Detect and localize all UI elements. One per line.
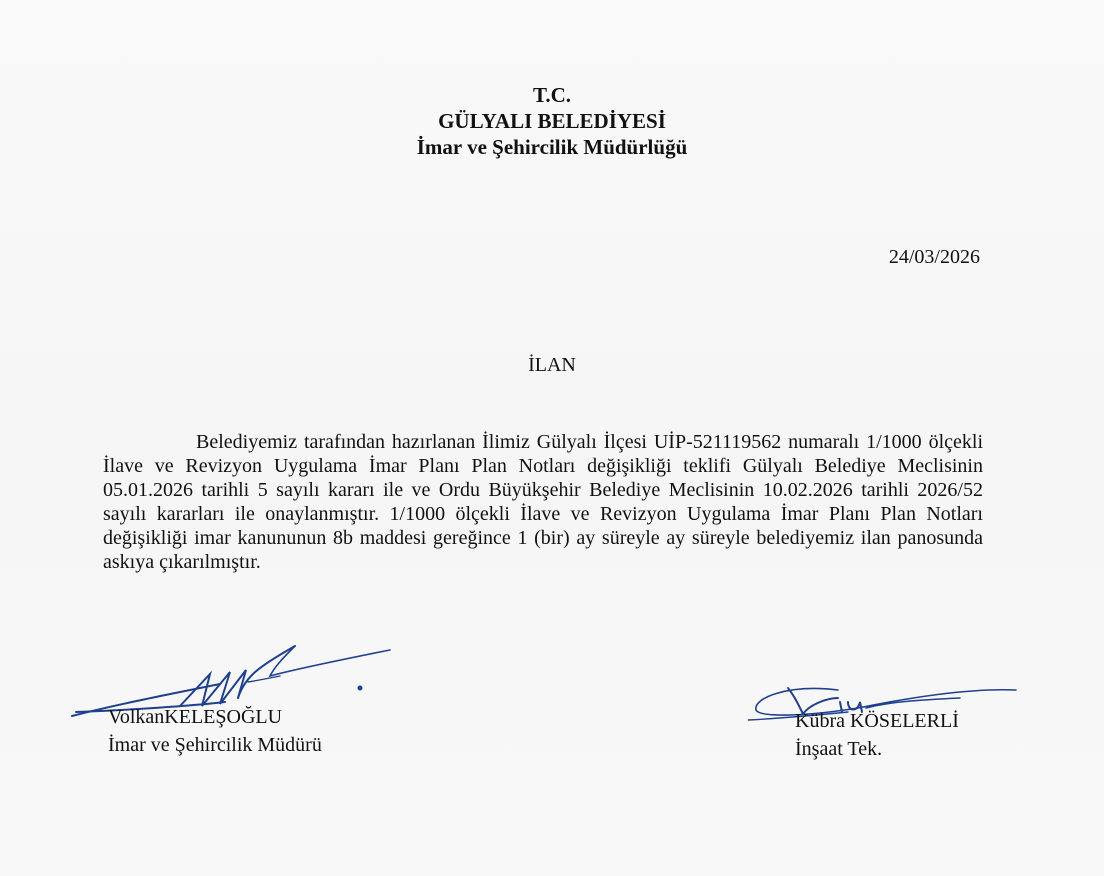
letterhead [0,82,1104,160]
signatory-right [795,707,959,763]
signatory-left-name: VolkanKELEŞOĞLU [108,706,283,728]
letterhead-tc: T.C. [532,83,572,107]
signatory-right-title: İnşaat Tek. [795,738,883,760]
signatory-right-name: Kübra KÖSELERLİ [795,710,959,732]
letterhead-municipality: GÜLYALI BELEDİYESİ [438,109,666,133]
document-date: 24/03/2026 [888,246,980,268]
signatory-left [108,703,322,759]
announcement-body: Belediyemiz tarafından hazırlanan İlimiz Gülyalı İlçesi UİP-521119562 numaralı 1/1000 ölçekli İlave ve Revizyon Uygulama İmar Planı Plan Notları değişikliği teklifi Gülyalı Belediye Meclisinin 05.01.2026 tarihli 5 sayılı kararı ile ve Ordu Büyükşehir Belediye Meclisinin 10.02.2026 tarihli 2026/52 sayılı kararları ile onaylanmıştır. 1/1000 ölçekli İlave ve Revizyon Uygulama İmar Planı Plan Notları değişikliği imar kanununun 8b maddesi gereğince 1 (bir) ay süreyle ay süreyle belediyemiz ilan panosunda askıya çıkarılmıştır. [103,431,983,573]
document-title: İLAN [528,354,576,376]
signatory-left-title: İmar ve Şehircilik Müdürü [108,734,322,756]
letterhead-department: İmar ve Şehircilik Müdürlüğü [416,135,688,159]
